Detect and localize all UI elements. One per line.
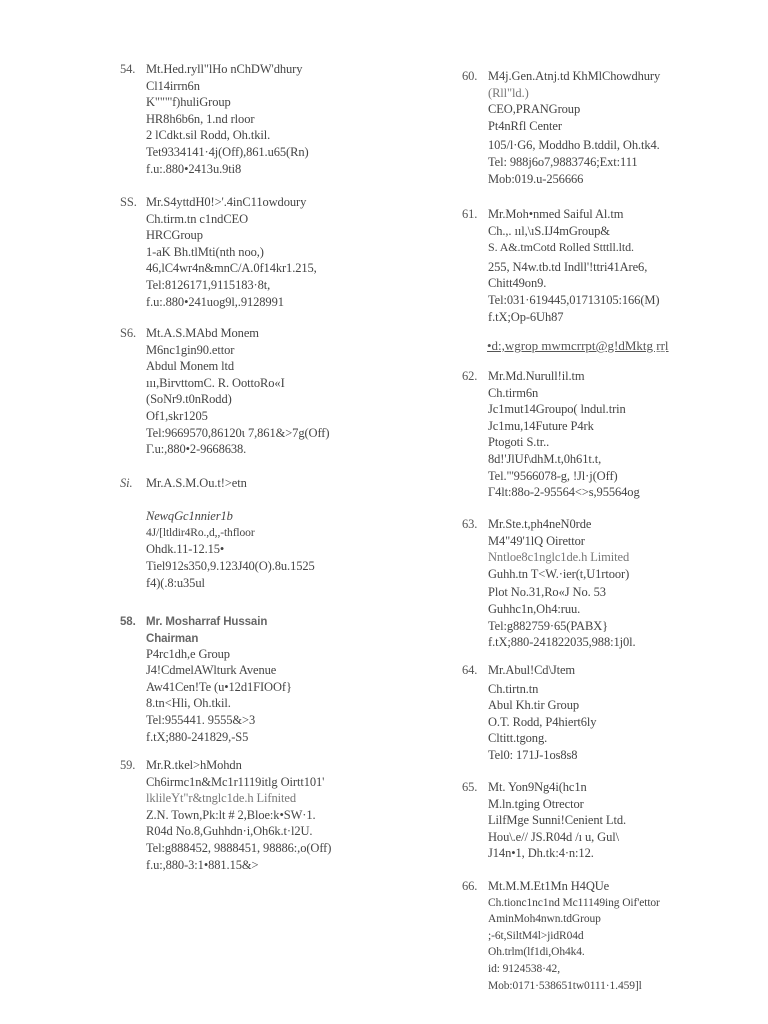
entry-company: HRCGroup [146, 228, 203, 243]
entry-address: J4!CdmelAWlturk Avenue [146, 663, 277, 678]
entry-title: Ch.tirm.tn c1ndCEO [146, 211, 249, 226]
entry-name: Mt. Yon9Ng4i(hc1n [488, 780, 587, 794]
entry-number: 60. [462, 69, 478, 83]
entry-phone: Tet9334141·4j(Off),861.u65(Rn) [146, 144, 309, 159]
entry-phone: Tel: 988j6o7,9883746;Ext:111 [488, 154, 638, 169]
entry-company: P4rc1dh,e Group [146, 646, 230, 661]
entry-number: 66. [462, 879, 478, 893]
entry-phone: Tiel912s350,9.123J40(O).8u.1525 [146, 558, 315, 573]
entry-number: 59. [120, 758, 136, 772]
entry-address: Jc1mu,14Future P4rk [488, 418, 594, 433]
entry-mobile: Mob:0171·538651tw0111·1.459]l [488, 979, 642, 992]
entry-company: lklileYt"r&tnglc1de.h Lifnited [146, 791, 296, 806]
entry-address: (SoNr9.t0nRodd) [146, 392, 232, 407]
entry-phone: id: 9124538·42, [488, 962, 560, 975]
entry-title: Ch.tionc1nc1nd Mc11149ing Oif'ettor [488, 896, 660, 909]
entry-address: Oh.trlm(lf1di,Oh4k4. [488, 946, 585, 959]
entry-blank [146, 492, 315, 509]
entry-phone: Tel:9669570,86120ι 7,861&>7g(Off) [146, 425, 330, 440]
entry-title: M.ln.tging Otrector [488, 796, 584, 811]
entry-phone: Tel:031·619445,01713105:166(M) [488, 292, 660, 307]
entry-58 [120, 614, 292, 745]
entry-address: Ohdk.11-12.15• [146, 542, 225, 557]
entry-57 [120, 475, 315, 591]
entry-company: Abdul Monem ltd [146, 359, 235, 374]
entry-56 [120, 325, 330, 458]
entry-phone: Tel0: 171J-1os8s8 [488, 747, 578, 762]
entry-name: Mr.Abul!Cd\Jtem [488, 663, 576, 677]
entry-name-suffix: (Rll"ld.) [488, 85, 529, 100]
entry-fax: f.tX;880-241822035,988:1j0l. [488, 635, 636, 650]
entry-address: 8d!'JlUf\dhM.t,0h61t.t, [488, 451, 602, 466]
entry-address: 105/l·G6, Moddho B.tddil, Oh.tk4. [488, 138, 660, 153]
entry-mobile: Mob:019.u-256666 [488, 171, 584, 186]
entry-number: Si. [120, 476, 133, 490]
entry-fax: Γ.u:,880•2-9668638. [146, 442, 247, 457]
entry-name: Mt.Hed.ryll"lHo nChDW'dhury [146, 62, 303, 76]
entry-company: Abul Kh.tir Group [488, 698, 580, 713]
entry-fax: f.tX;880-241829,-S5 [146, 729, 249, 744]
entry-name: Mr.A.S.M.Ou.t!>etn [146, 476, 247, 490]
entry-number: 62. [462, 369, 478, 383]
entry-address: Ptogoti S.tr.. [488, 435, 550, 450]
entry-number: S6. [120, 326, 137, 340]
entry-address: HR8h6b6n, 1.nd rloor [146, 111, 255, 126]
entry-phone: Tel:g888452, 9888451, 98886:,o(Off) [146, 840, 332, 855]
entry-address: Guhhc1n,Oh4:ruu. [488, 601, 581, 616]
entry-address: ;-6t,SiltM4l>jidR04d [488, 929, 584, 942]
entry-title: M4"49'1lQ Oirettor [488, 533, 585, 548]
entry-number: SS. [120, 195, 137, 209]
entry-title: Cl14irrn6n [146, 78, 200, 93]
entry-title: Chairman [146, 632, 199, 645]
entry-address: O.T. Rodd, P4hiert6ly [488, 714, 597, 729]
entry-fax: f.u:,880-3:1•881.15&> [146, 857, 259, 872]
entry-address: 1-aK Bh.tlMti(nth noo,) [146, 244, 264, 259]
entry-54 [120, 61, 309, 177]
entry-address: 4J/[ltldir4Ro.,d,,-thfloor [146, 526, 255, 539]
entry-address: Of1,skr1205 [146, 408, 208, 423]
entry-address: Aw41Cen!Te (u•12d1FIOOf} [146, 679, 292, 694]
entry-fax: f.u:.880•241uog9l,.9128991 [146, 294, 284, 309]
entry-phone: Tel."'9566078-g, !Jl·j(Off) [488, 468, 618, 483]
entry-title: Ch.tirtn.tn [488, 681, 539, 696]
entry-64 [462, 662, 597, 764]
entry-address: Plot No.31,Ro«J No. 53 [488, 585, 606, 600]
entry-title: CEO,PRANGroup [488, 102, 581, 117]
entry-company: LilfMge Sunni!Cenient Ltd. [488, 813, 627, 828]
entry-company: Nntloe8c1nglc1de.h Limited [488, 550, 630, 565]
entry-name: Mr.S4yttdH0!>'.4inC11owdoury [146, 195, 307, 209]
entry-63 [462, 516, 636, 651]
entry-title: Ch.tirm6n [488, 385, 539, 400]
entry-55 [120, 194, 317, 310]
entry-address: R04d No.8,Guhhdn·i,Oh6k.t·l2U. [146, 824, 313, 839]
entry-address: Z.N. Town,Pk:lt # 2,Bloe:k•SW·1. [146, 807, 316, 822]
entry-61-email: •d:,wgrop mwmcrrpt@g!dMktg ṟṟl [487, 338, 669, 353]
entry-number: 65. [462, 780, 478, 794]
entry-address: J14n•1, Dh.tk:4·n:12. [488, 846, 594, 861]
entry-66 [462, 878, 660, 994]
entry-number: 54. [120, 62, 136, 76]
entry-address: Pt4nRfl Center [488, 118, 562, 133]
entry-name: Mr. Mosharraf Hussain [146, 616, 268, 628]
entry-name: Mr.Moh•nmed Saiful Al.tm [488, 207, 624, 221]
entry-fax: f.u:.880•2413u.9ti8 [146, 161, 242, 176]
entry-address: Chitt49on9. [488, 276, 547, 291]
entry-address: Hou\.e// JS.R04d /ı u, Gul\ [488, 829, 619, 844]
entry-62 [462, 368, 640, 501]
entry-company: K"""'f)huliGroup [146, 95, 231, 110]
entry-phone: Tel:8126171,9115183·8t, [146, 277, 271, 292]
entry-title: M6nc1gin90.ettor [146, 342, 235, 357]
entry-name: Mt.M.M.Et1Mn H4QUe [488, 879, 610, 893]
entry-address: Cltitt.tgong. [488, 731, 548, 746]
entry-phone: Tel:955441. 9555&>3 [146, 712, 256, 727]
entry-name: M4j.Gen.Atnj.td KhMlChowdhury [488, 69, 661, 83]
entry-address: 255, N4w.tb.td Indll'!ttri41Are6, [488, 259, 648, 274]
entry-company: Jc1mut14Groupo( lndul.trin [488, 402, 626, 417]
entry-number: 63. [462, 517, 478, 531]
entry-address: 46,lC4wr4n&mnC/A.0f14kr1.215, [146, 261, 317, 276]
entry-address: 8.tn<Hli, Oh.tkil. [146, 696, 231, 711]
entry-number: 61. [462, 207, 478, 221]
entry-company: S. A&.tmCotd Rolled Stttll.ltd. [488, 240, 634, 255]
entry-address: ııı,BirvttomC. R. OottoRo«I [146, 375, 285, 390]
entry-number: 64. [462, 663, 478, 677]
entry-title: Ch.,. ııl,\ıS.IJ4mGroup& [488, 223, 610, 238]
entry-name: Mt.A.S.MAbd Monem [146, 326, 259, 340]
entry-fax: f.tX;Op-6Uh87 [488, 309, 564, 324]
entry-company: AminMoh4nwn.tdGroup [488, 913, 601, 926]
entry-name: Mr.R.tkel>hMohdn [146, 758, 242, 772]
entry-address: Guhh.tn T<W.·ier(t,U1rtoor) [488, 566, 630, 581]
entry-number: 58. [120, 616, 136, 628]
entry-title: Ch6irmc1n&Mc1r1119itlg Oirtt101' [146, 774, 325, 789]
entry-phone: Tel:g882759·65(PABX} [488, 618, 609, 633]
entry-61 [462, 206, 660, 325]
entry-company: NewqGc1nnier1b [146, 509, 233, 524]
entry-65 [462, 779, 627, 862]
entry-fax: Γ4lt:88o-2-95564<>s,95564og [488, 485, 640, 500]
entry-name: Mr.Ste.t,ph4neN0rde [488, 517, 592, 531]
entry-59 [120, 757, 332, 873]
entry-60 [462, 68, 661, 187]
entry-name: Mr.Md.Nurull!il.tm [488, 369, 585, 383]
entry-address: 2 lCdkt.sil Rodd, Oh.tkil. [146, 128, 271, 143]
entry-fax: f4)(.8:u35ul [146, 575, 205, 590]
